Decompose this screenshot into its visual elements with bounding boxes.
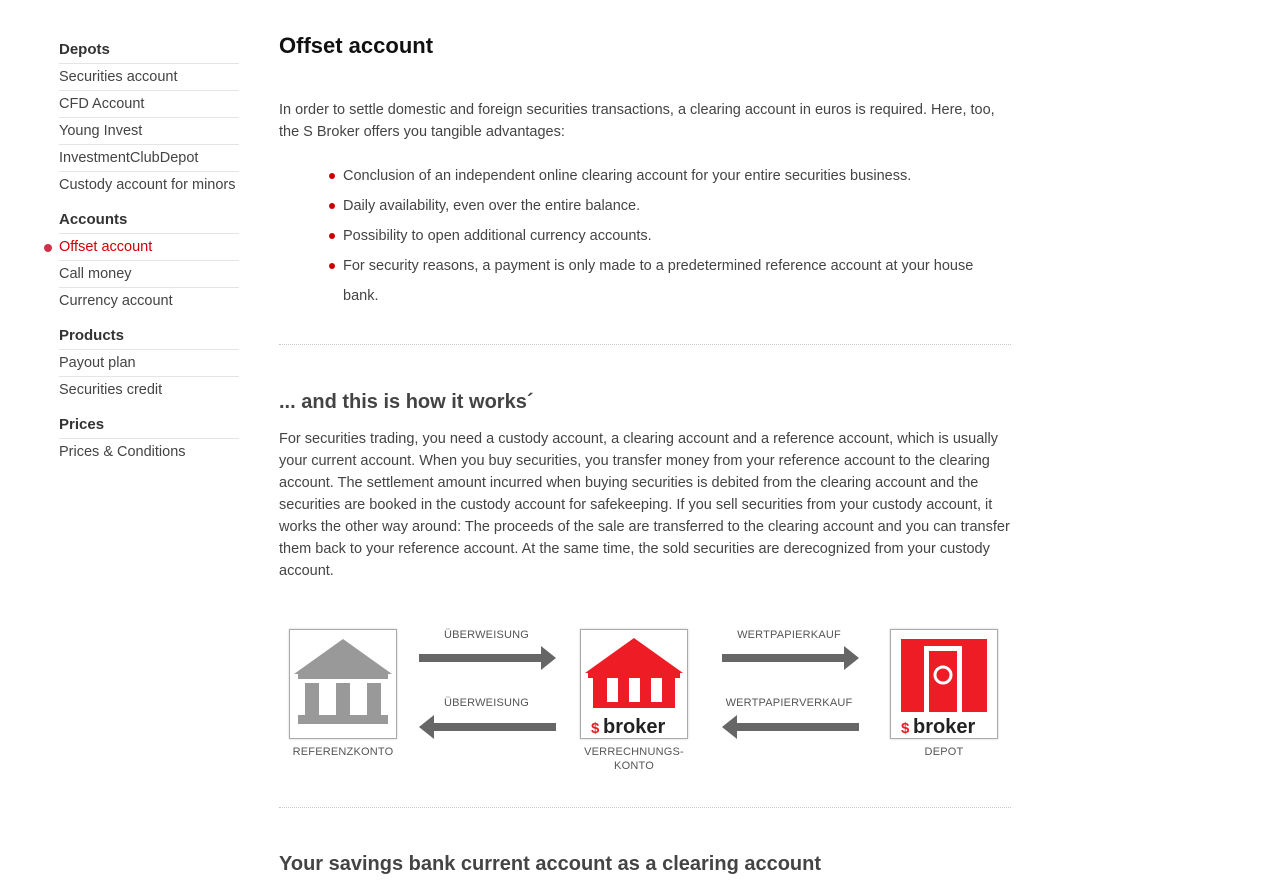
list-item: Conclusion of an independent online clearing account for your entire securities business. [343,161,1011,191]
sidebar-item-investmentclubdepot[interactable]: InvestmentClubDepot [59,145,239,172]
depot-caption: DEPOT [924,746,964,758]
sidebar-group-title: Depots [59,36,239,64]
advantages-list [279,161,1011,311]
arrow-label-buy: WERTPAPIERKAUF [737,629,841,641]
arrow-right-icon [722,645,860,671]
arrow-label-transfer-bottom: ÜBERWEISUNG [443,697,530,709]
sidebar-group-title: Accounts [59,206,239,234]
arrow-right-icon [419,645,557,671]
section-title-how-it-works: ... and this is how it works´ [279,391,534,413]
list-item: Daily availability, even over the entire balance. [343,191,1011,221]
arrow-label-sell: WERTPAPIERVERKAUF [725,697,853,709]
arrow-left-icon [722,714,860,740]
caption-line: VERRECHNUNGS- [584,746,684,758]
list-item: Possibility to open additional currency accounts. [343,221,1011,251]
sidebar-item-prices-conditions[interactable]: Prices & Conditions [59,444,186,460]
sidebar-item-young-invest[interactable]: Young Invest [59,118,239,145]
svg-text:$: $ [901,720,910,737]
list-item: For security reasons, a payment is only made to a predetermined reference account at your house bank. [343,251,1011,311]
clearing-account-caption [569,745,699,773]
sidebar-item-securities-account[interactable]: Securities account [59,64,239,91]
sidebar-item-currency-account[interactable]: Currency account [59,293,173,309]
sidebar-item-payout-plan[interactable]: Payout plan [59,350,239,377]
sidebar-item-securities-credit[interactable]: Securities credit [59,382,163,398]
sidebar-item-offset-account[interactable]: Offset account [59,234,239,261]
svg-text:$: $ [591,720,600,737]
sidebar-group-title: Products [59,322,239,350]
sidebar-group-title: Prices [59,411,239,439]
sidebar-group-products [59,322,239,403]
sidebar-nav [59,36,239,473]
section-divider [279,807,1011,808]
sidebar-item-custody-account-minors[interactable]: Custody account for minors [59,177,236,193]
section-title-savings-bank: Your savings bank current account as a clearing account [279,853,822,875]
intro-text: In order to settle domestic and foreign securities transactions, a clearing account in euros is required. Here, too, the S Broker offers you tangible advantages: [279,102,995,140]
section-divider [279,344,1011,345]
flow-diagram [279,629,1011,799]
arrow-label-transfer-top: ÜBERWEISUNG [443,629,530,641]
logo-text: broker [913,716,976,738]
bank-icon [290,630,396,738]
sidebar-group-prices [59,411,239,465]
logo-text: broker [603,716,666,738]
depot-box [890,629,998,739]
clearing-account-box [580,629,688,739]
sbroker-safe-logo-icon [891,630,997,738]
how-it-works-text: For securities trading, you need a custody account, a clearing account and a reference account, which is usually your current account. When you buy securities, you transfer money from your reference account to the clearing account. The settlement amount incurred when buying securities is debited from the clearing account and the securities are booked in the custody account for safekeeping. If you sell securities from your custody account, it works the other way around: The proceeds of the sale are transferred to the clearing account and you can transfer them back to your reference account. At the same time, the sold securities are derecognized from your custody account. [279,431,1010,579]
reference-account-caption: REFERENZKONTO [292,746,394,758]
reference-account-box [289,629,397,739]
sidebar-group-accounts [59,206,239,314]
caption-line: KONTO [614,760,654,772]
sidebar-group-depots [59,36,239,198]
sidebar-item-call-money[interactable]: Call money [59,261,239,288]
sbroker-bank-logo-icon [581,630,687,738]
main-content [279,30,1011,882]
page-title: Offset account [279,33,434,58]
sidebar-item-cfd-account[interactable]: CFD Account [59,91,239,118]
arrow-left-icon [419,714,557,740]
